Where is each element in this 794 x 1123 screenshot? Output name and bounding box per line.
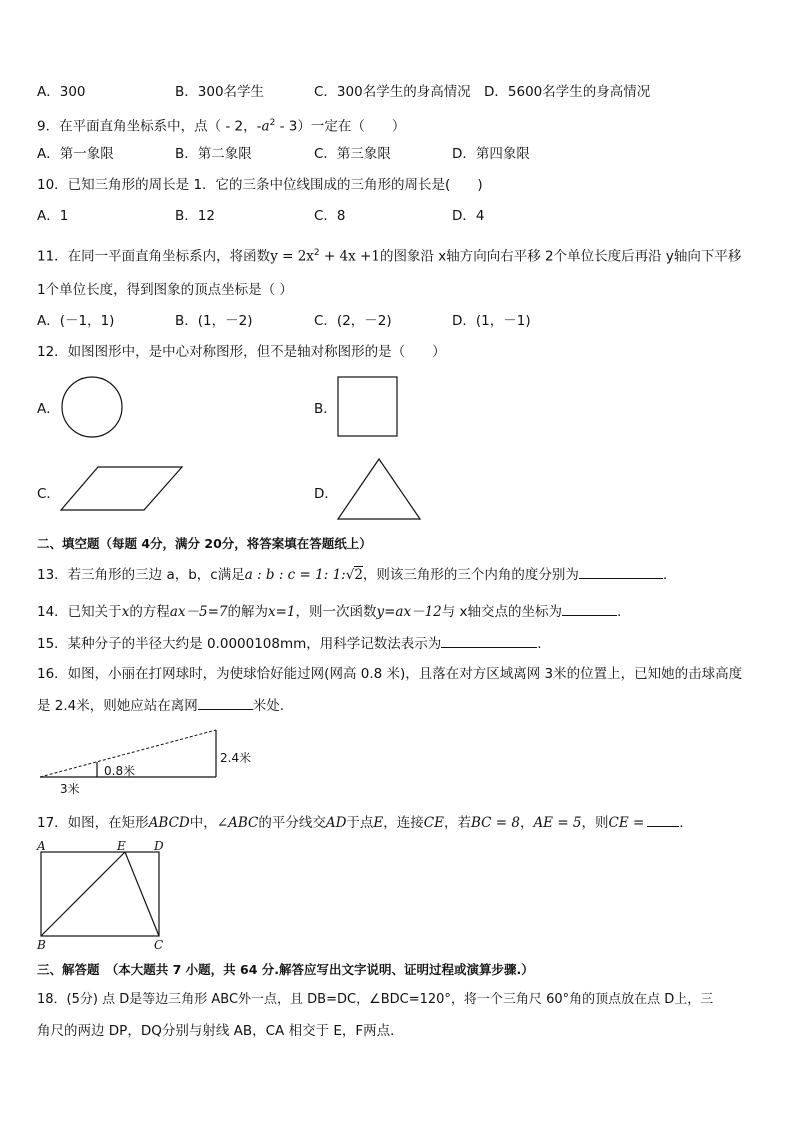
q12-stem: 12．如图图形中，是中心对称图形，但不是轴对称图形的是（ ） (37, 344, 446, 360)
q17-bc: BC = 8 (470, 815, 520, 831)
base-distance-label: 3米 (60, 782, 80, 796)
circle-figure (60, 375, 126, 441)
q18-line2: 角尺的两边 DP，DQ分别与射线 AB，CA 相交于 E，F两点． (37, 1023, 404, 1039)
q10-stem: 10．已知三角形的周长是 1．它的三条中位线围成的三角形的周长是( ) (37, 177, 483, 193)
q10-option-b: B．12 (175, 208, 215, 224)
hit-height-label: 2.4米 (220, 751, 252, 765)
net-height-label: 0.8米 (104, 764, 136, 778)
q12-option-c: C． (37, 486, 60, 502)
q11-stem (37, 244, 741, 266)
q13-answer-blank[interactable] (579, 565, 663, 579)
q17-pre: 17．如图，在矩形 (37, 815, 149, 831)
q14-mid1: 的方程 (129, 604, 170, 620)
q17-stem (37, 813, 693, 832)
q17-mid7: ，则 (581, 815, 609, 831)
triangle-figure (337, 457, 422, 521)
q11-option-a: A．(－1，1) (37, 313, 115, 329)
q12-option-a: A． (37, 401, 60, 417)
q11-formula-post: + 4x +1 (319, 248, 380, 265)
q9-var: a (261, 118, 270, 135)
q8-option-a: A．300 (37, 84, 86, 100)
point-d-label: D (154, 839, 164, 853)
q9-option-b: B．第二象限 (175, 146, 252, 162)
section2-title: 二、填空题（每题 4分，满分 20分，将答案填在答题纸上） (37, 536, 372, 551)
q8-option-d: D．5600名学生的身高情况 (484, 84, 651, 100)
q14-answer-blank[interactable] (562, 602, 617, 616)
q11-stem-pre: 11．在同一平面直角坐标系内，将函数 (37, 248, 271, 265)
q17-mid2: 的平分线交 (258, 815, 326, 831)
q11-option-b: B．(1，－2) (175, 313, 253, 329)
q11-option-c: C．(2，－2) (314, 313, 392, 329)
section3-title: 三、解答题 （本大题共 7 小题，共 64 分.解答应写出文字说明、证明过程或演算步骤.） (37, 962, 534, 977)
q11-stem-line2: 1个单位长度，得到图象的顶点坐标是（ ） (37, 282, 293, 298)
q15-text: 15．某种分子的半径大约是 0.0000108mm，用科学记数法表示为 (37, 636, 442, 652)
q14-x1: x (121, 604, 130, 620)
q15-end: . (537, 636, 542, 652)
tennis-diagram (38, 725, 268, 800)
q9-stem-pre: 9．在平面直角坐标系中，点（ - 2，- (37, 118, 262, 135)
q14-pre: 14．已知关于 (37, 604, 122, 620)
q17-mid5: ，若 (443, 815, 471, 831)
q9-option-c: C．第三象限 (314, 146, 391, 162)
q14-fn: y=ax－12 (376, 604, 442, 620)
rectangle-abcd (41, 852, 159, 936)
q14-x2: x=1 (267, 604, 296, 620)
q9-sup: 2 (269, 118, 276, 128)
q10-option-a: A．1 (37, 208, 69, 224)
q17-abcd: ABCD (148, 815, 190, 831)
q17-mid1: 中， (189, 815, 217, 831)
q9-stem (37, 114, 405, 136)
q9-option-a: A．第一象限 (37, 146, 114, 162)
q17-mid3: 于点 (346, 815, 374, 831)
q17-e: E (373, 815, 384, 831)
q17-ce: CE (423, 815, 444, 831)
q11-formula-pre: y = 2x (270, 248, 314, 265)
q15-stem (37, 634, 542, 653)
q11-stem-post: 的图象沿 x轴方向向右平移 2个单位长度后再沿 y轴向下平移 (379, 248, 742, 265)
q17-angle: ∠ABC (216, 815, 259, 831)
q12-option-b: B． (314, 401, 337, 417)
q17-mid4: ，连接 (383, 815, 424, 831)
q13-end: . (662, 567, 668, 583)
q14-stem (37, 602, 621, 621)
q18-line1: 18．(5分) 点 D是等边三角形 ABC外一点，且 DB=DC，∠BDC=120°，将一个三角尺 60°角的顶点放在点 D上，三 (37, 992, 714, 1007)
q17-ad: AD (325, 815, 347, 831)
q17-ae: AE = 5 (533, 815, 582, 831)
q14-mid3: ，则一次函数 (295, 604, 377, 620)
q16-line2 (37, 696, 284, 715)
q13-post: ，则该三角形的三个内角的度分别为 (362, 567, 579, 583)
q8-option-b: B．300名学生 (175, 84, 265, 100)
segment-be (41, 852, 125, 936)
q13-stem (37, 565, 667, 584)
segment-ce (125, 852, 159, 936)
sqrt-icon: √ (345, 567, 355, 583)
q15-answer-blank[interactable] (441, 634, 537, 648)
q13-pre: 13．若三角形的三边 a，b，c满足 (37, 567, 245, 583)
q14-mid2: 的解为 (227, 604, 268, 620)
q9-stem-post: - 3）一定在（ ） (275, 118, 406, 135)
q11-formula-sup: 2 (313, 248, 320, 258)
q17-ce2: CE = (608, 815, 645, 831)
parallelogram-figure (60, 465, 185, 513)
point-a-label: A (37, 839, 46, 853)
q17-end: ． (679, 815, 693, 831)
q10-option-c: C．8 (314, 208, 346, 224)
q8-option-c: C．300名学生的身高情况 (314, 84, 471, 100)
q16-answer-blank[interactable] (198, 696, 253, 710)
q9-option-d: D．第四象限 (452, 146, 530, 162)
q16-line1: 16．如图，小丽在打网球时，为使球恰好能过网(网高 0.8 米)，且落在对方区域离网 3米的位置上，已知她的击球高度 (37, 666, 743, 682)
q10-option-d: D．4 (452, 208, 485, 224)
q14-eq: ax－5=7 (169, 604, 228, 620)
point-e-label: E (117, 839, 126, 853)
q14-end: . (617, 604, 622, 620)
q16-line2-pre: 是 2.4米，则她应站在离网 (37, 698, 198, 714)
square-figure (337, 376, 399, 438)
point-b-label: B (37, 938, 46, 952)
q17-answer-blank[interactable] (647, 813, 679, 827)
rectangle-diagram (36, 838, 171, 953)
q14-mid4: 与 x轴交点的坐标为 (441, 604, 563, 620)
q13-sqrt-value: 2 (354, 567, 363, 583)
q17-mid6: ， (519, 815, 534, 831)
q12-option-d: D． (314, 486, 338, 502)
q16-line2-post: 米处. (252, 698, 285, 714)
point-c-label: C (154, 938, 164, 952)
q11-option-d: D．(1，－1) (452, 313, 531, 329)
q13-ratio: a : b : c = 1: 1: (244, 567, 346, 583)
